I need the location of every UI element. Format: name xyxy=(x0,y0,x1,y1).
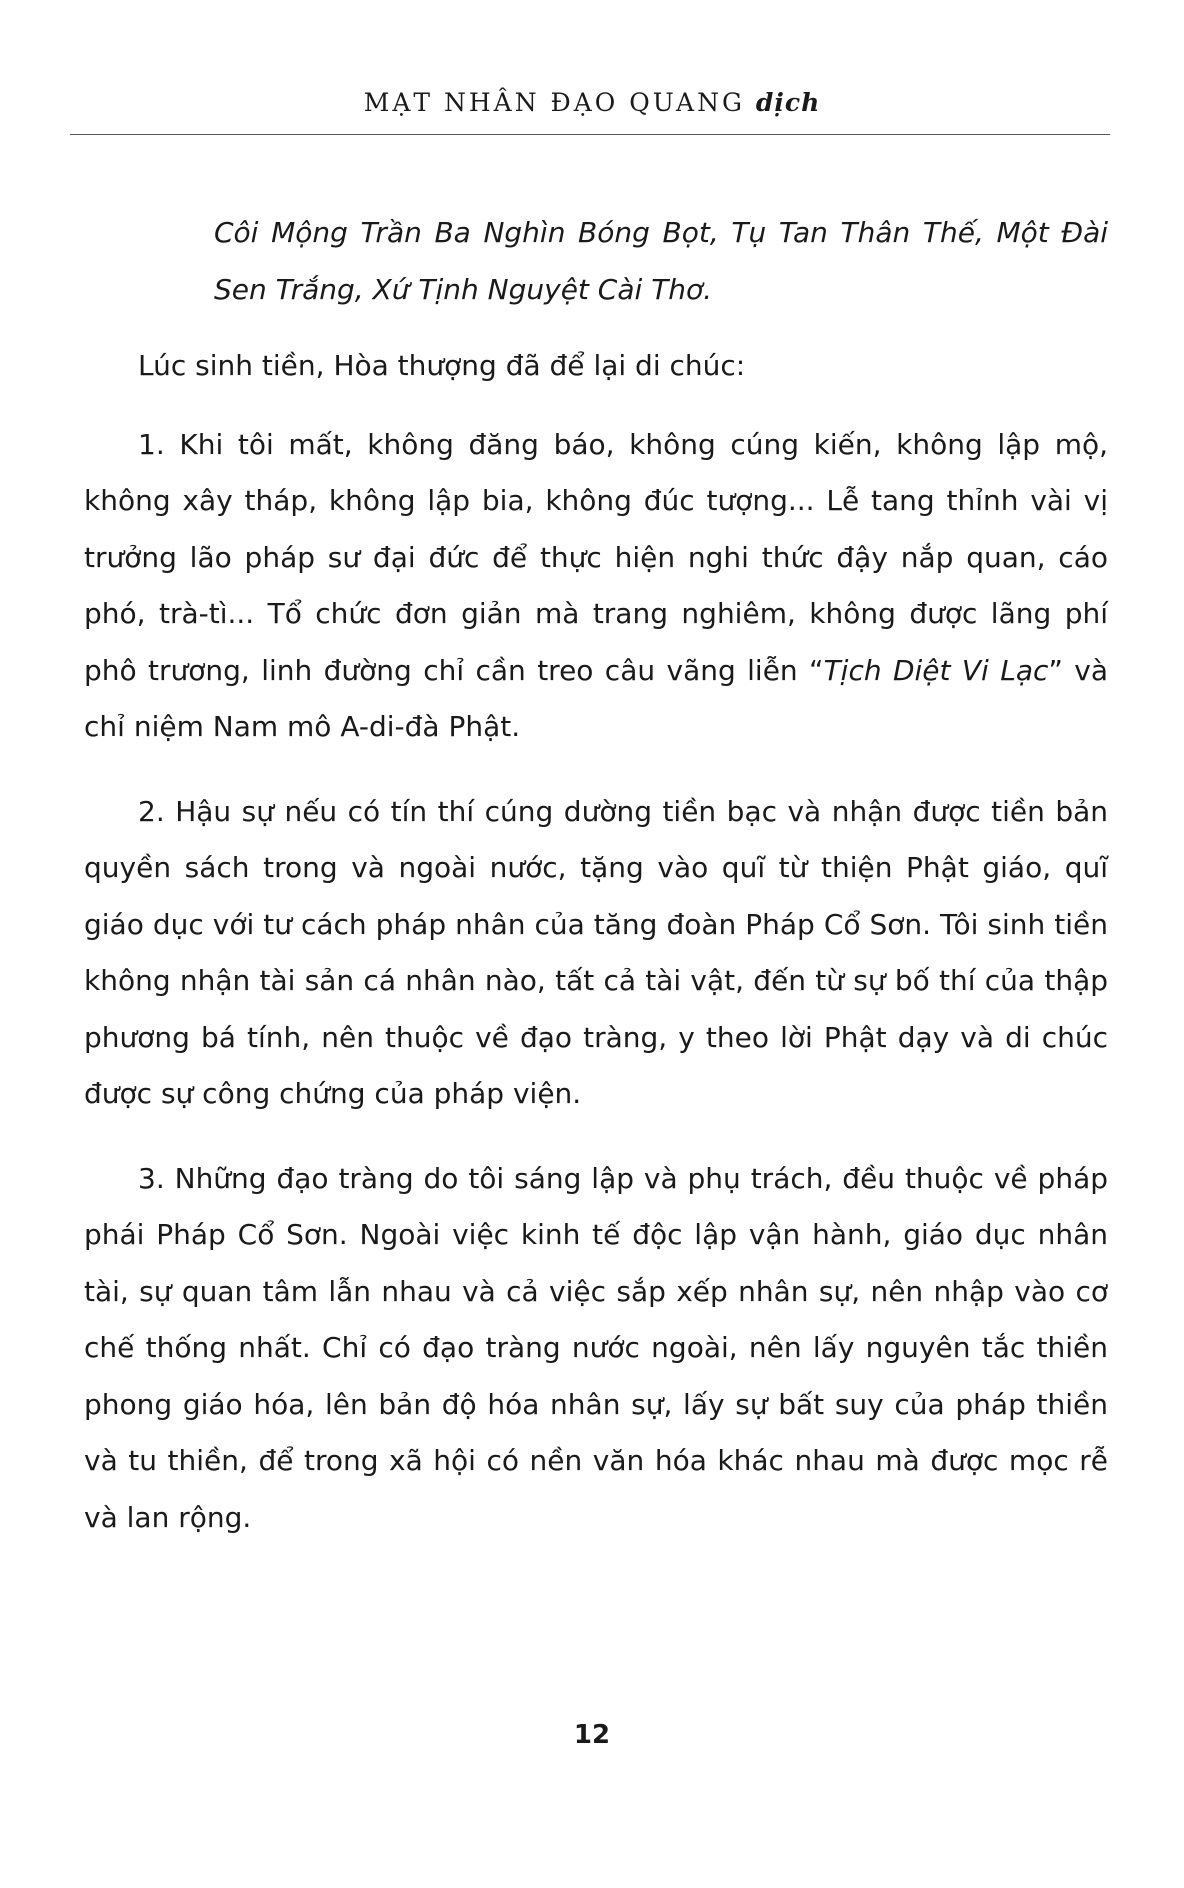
will-item-1-text: 1. Khi tôi mất, không đăng báo, không cúng kiến, không lập mộ, không xây tháp, không lập bia, không đúc tượng... Lễ tang thỉnh vài vị trưởng lão pháp sư đại đức để thực hiện nghi thức đậy nắp quan, cáo phó, trà-tì... Tổ chức đơn giản mà trang nghiêm, không được lãng phí phô trương, linh đường chỉ cần treo câu vãng liễn “ xyxy=(84,427,1108,687)
will-item-1 xyxy=(84,417,1108,756)
will-item-3: 3. Những đạo tràng do tôi sáng lập và phụ trách, đều thuộc về pháp phái Pháp Cổ Sơn. Ngoài việc kinh tế độc lập vận hành, giáo dục nhân tài, sự quan tâm lẫn nhau và cả việc sắp xếp nhân sự, nên nhập vào cơ chế thống nhất. Chỉ có đạo tràng nước ngoài, nên lấy nguyên tắc thiền phong giáo hóa, lên bản độ hóa nhân sự, lấy sự bất suy của pháp thiền và tu thiền, để trong xã hội có nền văn hóa khác nhau mà được mọc rễ và lan rộng. xyxy=(84,1161,1108,1534)
running-header xyxy=(0,88,1184,117)
header-title: MẠT NHÂN ĐẠO QUANG xyxy=(363,88,745,117)
intro-paragraph: Lúc sinh tiền, Hòa thượng đã để lại di chúc: xyxy=(138,349,746,382)
header-divider xyxy=(70,134,1110,135)
page-number: 12 xyxy=(573,1720,611,1750)
will-item-1-text-end: ” và chỉ niệm Nam mô A-di-đà Phật. xyxy=(84,653,1108,743)
will-item-1-quote: Tịch Diệt Vi Lạc xyxy=(823,653,1049,687)
will-item-2: 2. Hậu sự nếu có tín thí cúng dường tiền bạc và nhận được tiền bản quyền sách trong và ngoài nước, tặng vào quĩ từ thiện Phật giáo, quĩ giáo dục với tư cách pháp nhân của tăng đoàn Pháp Cổ Sơn. Tôi sinh tiền không nhận tài sản cá nhân nào, tất cả tài vật, đến từ sự bố thí của thập phương bá tính, nên thuộc về đạo tràng, y theo lời Phật dạy và di chúc được sự công chứng của pháp viện. xyxy=(84,794,1108,1110)
header-translator-suffix: dịch xyxy=(755,88,821,117)
body-text xyxy=(84,205,1108,1574)
verse-line: Côi Mộng Trần Ba Nghìn Bóng Bọt, Tụ Tan Thân Thế, Một Đài Sen Trắng, Xứ Tịnh Nguyệt Cài Thơ. xyxy=(214,216,1108,306)
